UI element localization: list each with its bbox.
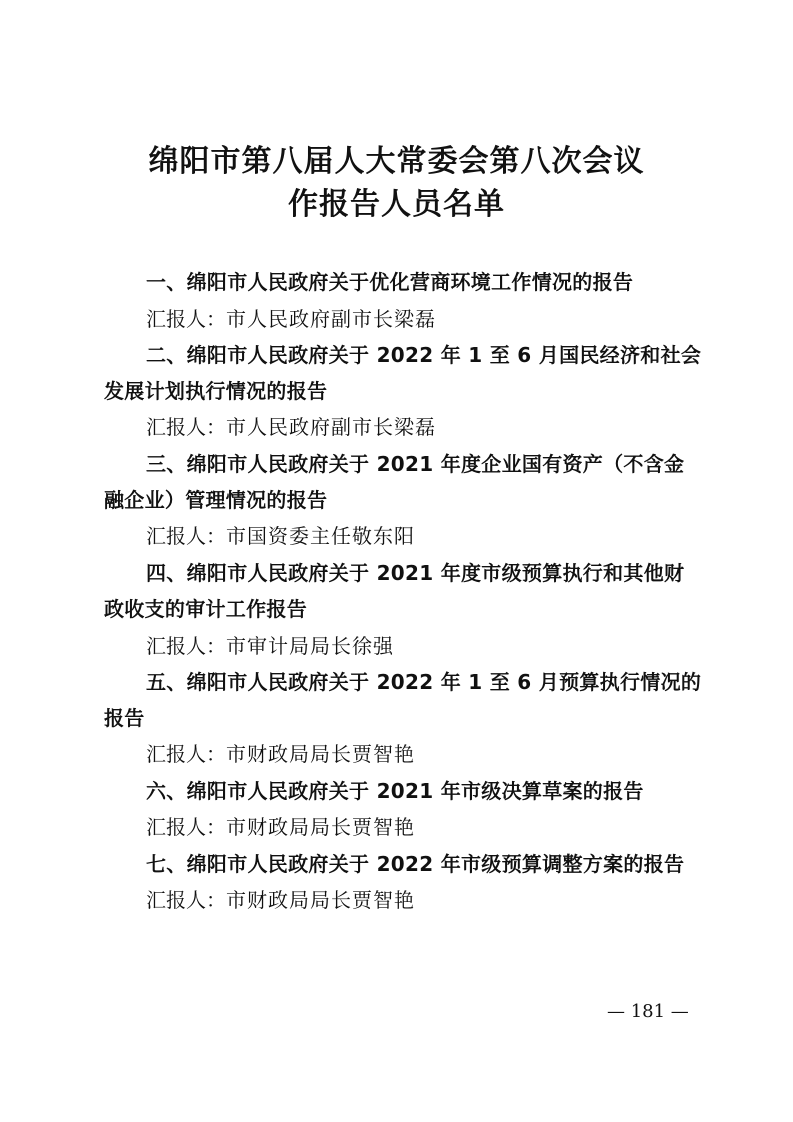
report-item-3-title-cont: 融企业）管理情况的报告 (104, 488, 328, 512)
report-item-2-reporter (146, 413, 436, 441)
reporter-name: 市人民政府副市长梁磊 (226, 415, 436, 439)
report-item-5-reporter (146, 740, 415, 768)
reporter-label: 汇报人： (146, 524, 226, 548)
report-item-1-reporter (146, 305, 436, 333)
report-item-1-title: 一、绵阳市人民政府关于优化营商环境工作情况的报告 (146, 270, 634, 294)
page-number: — 181 — (607, 1001, 689, 1022)
report-item-7-title: 七、绵阳市人民政府关于 2022 年市级预算调整方案的报告 (146, 852, 685, 876)
report-item-4-title-cont: 政收支的审计工作报告 (104, 597, 307, 621)
reporter-label: 汇报人： (146, 888, 226, 912)
report-item-7-reporter (146, 886, 415, 914)
reporter-name: 市财政局局长贾智艳 (226, 888, 415, 912)
report-item-6-reporter (146, 813, 415, 841)
reporter-name: 市财政局局长贾智艳 (226, 815, 415, 839)
reporter-name: 市审计局局长徐强 (226, 634, 394, 658)
report-item-2-title-cont: 发展计划执行情况的报告 (104, 379, 328, 403)
reporter-label: 汇报人： (146, 742, 226, 766)
reporter-name: 市国资委主任敬东阳 (226, 524, 415, 548)
report-item-2-title: 二、绵阳市人民政府关于 2022 年 1 至 6 月国民经济和社会 (146, 343, 702, 367)
report-item-5-title: 五、绵阳市人民政府关于 2022 年 1 至 6 月预算执行情况的 (146, 670, 702, 694)
report-item-3-title: 三、绵阳市人民政府关于 2021 年度企业国有资产（不含金 (146, 452, 685, 476)
document-title-line1: 绵阳市第八届人大常委会第八次会议 (148, 144, 645, 179)
report-item-5-title-cont: 报告 (104, 706, 145, 730)
reporter-label: 汇报人： (146, 815, 226, 839)
document-title-line2: 作报告人员名单 (288, 187, 505, 222)
reporter-label: 汇报人： (146, 634, 226, 658)
reporter-label: 汇报人： (146, 307, 226, 331)
report-item-3-reporter (146, 522, 415, 550)
reporter-name: 市人民政府副市长梁磊 (226, 307, 436, 331)
reporter-name: 市财政局局长贾智艳 (226, 742, 415, 766)
report-item-4-reporter (146, 632, 394, 660)
report-item-6-title: 六、绵阳市人民政府关于 2021 年市级决算草案的报告 (146, 779, 644, 803)
reporter-label: 汇报人： (146, 415, 226, 439)
report-item-4-title: 四、绵阳市人民政府关于 2021 年度市级预算执行和其他财 (146, 561, 685, 585)
